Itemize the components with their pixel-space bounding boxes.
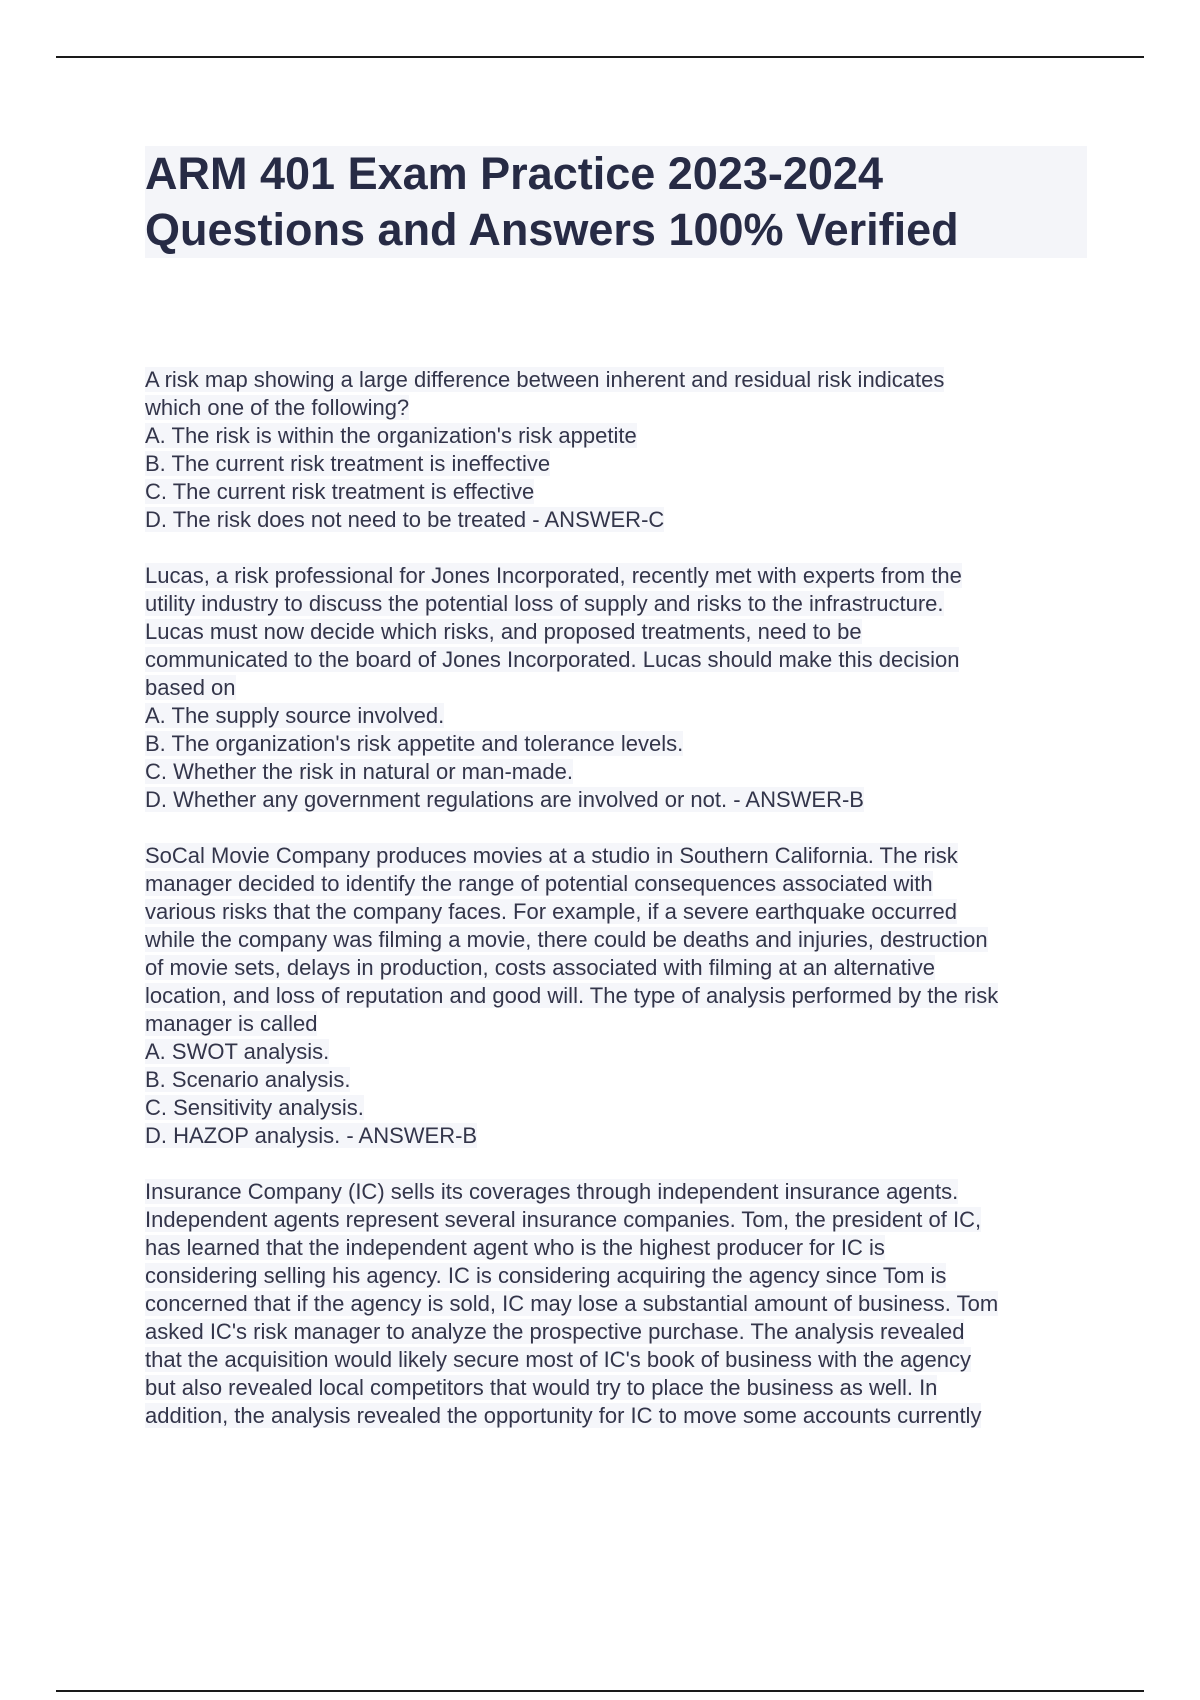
question-text-line: of movie sets, delays in production, costs associated with filming at an alternative [145, 955, 935, 980]
question-text-line: manager decided to identify the range of potential consequences associated with [145, 871, 933, 896]
question-text-line: A risk map showing a large difference between inherent and residual risk indicates [145, 367, 945, 392]
question-text-line: has learned that the independent agent who is the highest producer for IC is [145, 1235, 885, 1260]
top-divider [56, 56, 1144, 58]
answer-option-d: D. HAZOP analysis. - ANSWER-B [145, 1123, 478, 1148]
question-text-line: considering selling his agency. IC is considering acquiring the agency since Tom is [145, 1263, 947, 1288]
answer-option-d: D. Whether any government regulations are involved or not. - ANSWER-B [145, 787, 864, 812]
answer-option-c: C. Whether the risk in natural or man-made. [145, 759, 573, 784]
bottom-divider [56, 1690, 1144, 1692]
question-text-line: but also revealed local competitors that would try to place the business as well. In [145, 1375, 938, 1400]
questions-body [145, 366, 1105, 1458]
question-4 [145, 1178, 1105, 1430]
question-text-line: that the acquisition would likely secure most of IC's book of business with the agency [145, 1347, 971, 1372]
title-line-1: ARM 401 Exam Practice 2023-2024 [145, 148, 883, 199]
question-text-line: which one of the following? [145, 395, 410, 420]
question-text-line: Lucas, a risk professional for Jones Incorporated, recently met with experts from the [145, 563, 962, 588]
question-2 [145, 562, 1105, 814]
question-text-line: Independent agents represent several insurance companies. Tom, the president of IC, [145, 1207, 982, 1232]
answer-option-b: B. Scenario analysis. [145, 1067, 351, 1092]
question-text-line: based on [145, 675, 236, 700]
answer-option-a: A. The risk is within the organization's risk appetite [145, 423, 637, 448]
question-text-line: SoCal Movie Company produces movies at a studio in Southern California. The risk [145, 843, 958, 868]
answer-option-d: D. The risk does not need to be treated - ANSWER-C [145, 507, 665, 532]
question-3 [145, 842, 1105, 1150]
question-text-line: communicated to the board of Jones Incorporated. Lucas should make this decision [145, 647, 960, 672]
answer-option-c: C. Sensitivity analysis. [145, 1095, 364, 1120]
question-text-line: Lucas must now decide which risks, and proposed treatments, need to be [145, 619, 862, 644]
question-text-line: concerned that if the agency is sold, IC may lose a substantial amount of business. Tom [145, 1291, 999, 1316]
question-1 [145, 366, 1105, 534]
answer-option-b: B. The organization's risk appetite and tolerance levels. [145, 731, 684, 756]
question-text-line: various risks that the company faces. For example, if a severe earthquake occurred [145, 899, 957, 924]
title-line-2: Questions and Answers 100% Verified [145, 204, 959, 255]
question-text-line: Insurance Company (IC) sells its coverages through independent insurance agents. [145, 1179, 959, 1204]
question-text-line: while the company was filming a movie, there could be deaths and injuries, destruction [145, 927, 988, 952]
question-text-line: addition, the analysis revealed the opportunity for IC to move some accounts currently [145, 1403, 982, 1428]
answer-option-a: A. The supply source involved. [145, 703, 445, 728]
document-title [145, 146, 1087, 258]
question-text-line: manager is called [145, 1011, 318, 1036]
answer-option-b: B. The current risk treatment is ineffective [145, 451, 551, 476]
answer-option-c: C. The current risk treatment is effective [145, 479, 535, 504]
answer-option-a: A. SWOT analysis. [145, 1039, 330, 1064]
question-text-line: location, and loss of reputation and good will. The type of analysis performed by the risk [145, 983, 999, 1008]
question-text-line: utility industry to discuss the potential loss of supply and risks to the infrastructure. [145, 591, 944, 616]
question-text-line: asked IC's risk manager to analyze the prospective purchase. The analysis revealed [145, 1319, 965, 1344]
